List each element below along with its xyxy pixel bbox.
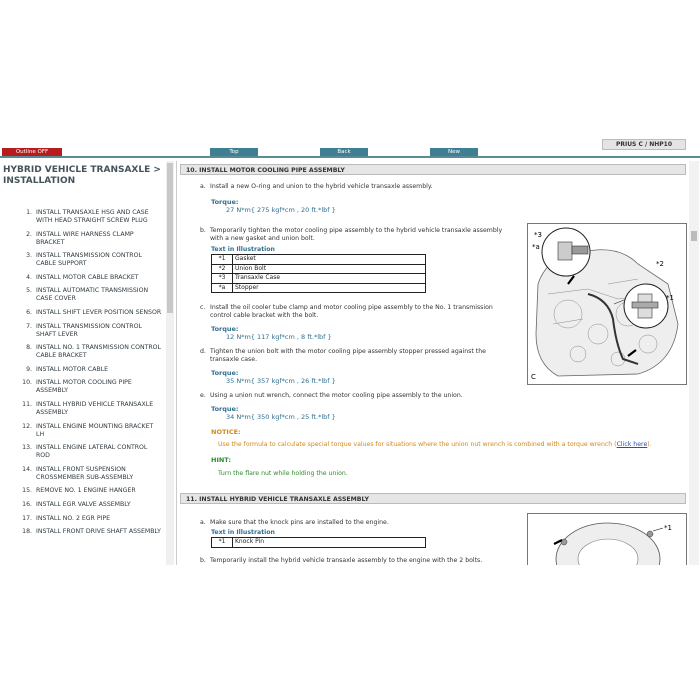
toc-item-label: INSTALL NO. 2 EGR PIPE: [36, 514, 111, 522]
toc-item-number: 11.: [22, 400, 32, 408]
toc-item-number: 10.: [22, 379, 32, 387]
legend-table-11: [211, 537, 426, 548]
toc-item-label: INSTALL NO. 1 TRANSMISSION CONTROL CABLE BRACKET: [36, 344, 161, 360]
sidebar-scroll-thumb[interactable]: [167, 163, 173, 313]
sidebar-scrollbar[interactable]: [166, 161, 174, 565]
step-11a: [200, 519, 389, 527]
toc-item-number: 18.: [22, 528, 32, 536]
toc-item-label: INSTALL MOTOR COOLING PIPE ASSEMBLY: [36, 379, 132, 395]
legend-key: *1: [212, 538, 233, 548]
toc-item-label: INSTALL TRANSMISSION CONTROL SHAFT LEVER: [36, 322, 142, 338]
section-11-header: 11. INSTALL HYBRID VEHICLE TRANSAXLE ASSEMBLY: [180, 493, 686, 504]
step-letter: a.: [200, 519, 206, 526]
toc-item-label: INSTALL TRANSMISSION CONTROL CABLE SUPPORT: [36, 252, 142, 268]
toc-item-label: INSTALL EGR VALVE ASSEMBLY: [36, 500, 131, 508]
illus-label-2: *2: [656, 260, 664, 268]
legend-table-10: [211, 254, 426, 293]
toc-item-label: INSTALL FRONT DRIVE SHAFT ASSEMBLY: [36, 528, 161, 536]
toc-item[interactable]: [0, 323, 176, 339]
toc-item[interactable]: [0, 466, 176, 482]
hint-label: HINT:: [211, 456, 231, 464]
step-text: Make sure that the knock pins are installed to the engine.: [210, 519, 389, 526]
legend-row: [212, 274, 426, 284]
toc-item[interactable]: [0, 423, 176, 439]
toc-item-label: INSTALL MOTOR CABLE: [36, 365, 109, 373]
section-10-header: 10. INSTALL MOTOR COOLING PIPE ASSEMBLY: [180, 164, 686, 175]
torque-value-10e: 34 N*m{ 350 kgf*cm , 25 ft.*lbf }: [226, 413, 336, 421]
toc-item-label: INSTALL TRANSAXLE HSG AND CASE WITH HEAD STRAIGHT SCREW PLUG: [36, 209, 149, 224]
torque-label: Torque:: [211, 325, 239, 333]
toc-item-number: 12.: [22, 422, 32, 430]
toc-item-number: 15.: [22, 487, 32, 495]
toc-item[interactable]: [0, 274, 176, 282]
toc-item[interactable]: [0, 366, 176, 374]
toc-item[interactable]: [0, 379, 176, 395]
step-text: Tighten the union bolt with the motor cooling pipe assembly stopper pressed against the: [210, 348, 486, 355]
toc-item-label: INSTALL ENGINE MOUNTING BRACKET LH: [36, 422, 154, 438]
toc-item-label: INSTALL FRONT SUSPENSION CROSSMEMBER SUB-ASSEMBLY: [36, 465, 134, 481]
top-button[interactable]: Top: [210, 148, 258, 156]
step-letter: b.: [200, 557, 206, 564]
step-text-cont: transaxle case.: [210, 356, 258, 363]
toc-item-number: 5.: [26, 287, 32, 295]
step-letter: a.: [200, 183, 206, 190]
toc-item-label: INSTALL MOTOR CABLE BRACKET: [36, 273, 139, 281]
legend-row: [212, 283, 426, 293]
legend-row: [212, 538, 426, 548]
main-content: [178, 161, 688, 565]
toc-item[interactable]: [0, 209, 176, 225]
toc-item-number: 9.: [26, 365, 32, 373]
illus-label-a: *a: [532, 243, 540, 251]
toc-item[interactable]: [0, 401, 176, 417]
toc-item-number: 4.: [26, 273, 32, 281]
main-scrollbar[interactable]: [689, 161, 699, 565]
legend-key: *2: [212, 264, 233, 274]
legend-value: Union Bolt: [233, 264, 426, 274]
vehicle-model-label: PRIUS C / NHP10: [602, 139, 686, 150]
toc-item[interactable]: [0, 501, 176, 509]
toc-item[interactable]: [0, 344, 176, 360]
step-text: Temporarily install the hybrid vehicle transaxle assembly to the engine with the 2 bolts.: [210, 557, 483, 564]
toc-item-label: REMOVE NO. 1 ENGINE HANGER: [36, 487, 136, 495]
legend-row: [212, 264, 426, 274]
engine-diagram-icon: [528, 224, 686, 384]
step-11b: [200, 557, 482, 565]
step-letter: e.: [200, 392, 206, 399]
toolbar-divider: [0, 156, 700, 158]
step-text: Install the oil cooler tube clamp and motor cooling pipe assembly to the No. 1 transmission: [210, 304, 493, 311]
illus-label-c: C: [531, 373, 536, 381]
step-text: Using a union nut wrench, connect the motor cooling pipe assembly to the union.: [210, 392, 463, 399]
notice-text: [218, 441, 652, 448]
step-10d: [200, 348, 486, 364]
step-letter: b.: [200, 227, 206, 234]
torque-label: Torque:: [211, 198, 239, 206]
toc-item-label: INSTALL WIRE HARNESS CLAMP BRACKET: [36, 230, 134, 246]
toc-item[interactable]: [0, 515, 176, 523]
toc-item-label: INSTALL SHIFT LEVER POSITION SENSOR: [36, 308, 162, 316]
toc-item[interactable]: [0, 444, 176, 460]
torque-value-10d: 35 N*m{ 357 kgf*cm , 26 ft.*lbf }: [226, 377, 336, 385]
toc-item-number: 16.: [22, 500, 32, 508]
text-in-illustration-label: Text in Illustration: [211, 246, 275, 253]
step-10e: [200, 392, 463, 400]
back-button[interactable]: Back: [320, 148, 368, 156]
step-text: Install a new O-ring and union to the hybrid vehicle transaxle assembly.: [210, 183, 433, 190]
toc-item-number: 14.: [22, 465, 32, 473]
torque-label: Torque:: [211, 405, 239, 413]
step-10c: [200, 304, 493, 320]
step-text: Temporarily tighten the motor cooling pipe assembly to the hybrid vehicle transaxle assembly: [210, 227, 503, 234]
toc-item[interactable]: [0, 287, 176, 303]
legend-value: Knock Pin: [233, 538, 426, 548]
notice-end: ).: [647, 441, 652, 448]
step-letter: c.: [200, 304, 206, 311]
step-text-cont: control cable bracket with the bolt.: [210, 312, 319, 319]
toc-item-label: INSTALL HYBRID VEHICLE TRANSAXLE ASSEMBLY: [36, 400, 154, 416]
torque-value-10a: 27 N*m{ 275 kgf*cm , 20 ft.*lbf }: [226, 206, 336, 214]
toc-item-number: 8.: [26, 344, 32, 352]
toc-item[interactable]: [0, 231, 176, 247]
notice-label: NOTICE:: [211, 428, 241, 436]
hint-text: Turn the flare nut while holding the union.: [218, 470, 348, 477]
toc-item-number: 17.: [22, 514, 32, 522]
toc-item-number: 2.: [26, 230, 32, 238]
toc-item-number: 7.: [26, 322, 32, 330]
text-in-illustration-label: Text in Illustration: [211, 529, 275, 536]
illus-label-1: *1: [664, 524, 672, 532]
toc-item[interactable]: [0, 252, 176, 268]
toc-item-number: 6.: [26, 308, 32, 316]
toc-item[interactable]: [0, 528, 176, 536]
illustration-motor-cooling-pipe: [527, 223, 687, 385]
legend-value: Transaxle Case: [233, 274, 426, 284]
toc-item-number: 3.: [26, 252, 32, 260]
torque-label: Torque:: [211, 369, 239, 377]
illustration-knock-pin: [527, 513, 687, 565]
app-window: [0, 137, 700, 567]
new-button[interactable]: New: [430, 148, 478, 156]
step-10b: [200, 227, 502, 243]
click-here-link[interactable]: Click here: [616, 441, 648, 448]
legend-key: *3: [212, 274, 233, 284]
legend-value: Stopper: [233, 283, 426, 293]
illus-label-3: *3: [534, 231, 542, 239]
step-text-cont: with a new gasket and union bolt.: [210, 235, 315, 242]
transaxle-diagram-icon: [528, 514, 686, 565]
illus-label-1: *1: [666, 294, 674, 302]
toc-item-number: 13.: [22, 444, 32, 452]
outline-off-button[interactable]: Outline OFF: [2, 148, 62, 156]
main-scroll-thumb[interactable]: [691, 231, 697, 241]
legend-row: [212, 255, 426, 265]
sidebar-title: HYBRID VEHICLE TRANSAXLE > INSTALLATION: [3, 165, 161, 186]
notice-body: Use the formula to calculate special torque values for situations where the union nut wrench is combined with a torque wrench (: [218, 441, 617, 448]
toc-item[interactable]: [0, 309, 176, 317]
torque-value-10c: 12 N*m{ 117 kgf*cm , 8 ft.*lbf }: [226, 333, 332, 341]
legend-key: *1: [212, 255, 233, 265]
toc-item[interactable]: [0, 487, 176, 495]
legend-key: *a: [212, 283, 233, 293]
toc-item-label: INSTALL ENGINE LATERAL CONTROL ROD: [36, 444, 148, 460]
toc-item-label: INSTALL AUTOMATIC TRANSMISSION CASE COVER: [36, 287, 149, 303]
step-letter: d.: [200, 348, 206, 355]
toc-list: [0, 209, 176, 536]
legend-value: Gasket: [233, 255, 426, 265]
sidebar: [0, 161, 177, 565]
toc-item-number: 1.: [26, 209, 32, 216]
step-10a: [200, 183, 433, 191]
toolbar: [0, 137, 700, 159]
